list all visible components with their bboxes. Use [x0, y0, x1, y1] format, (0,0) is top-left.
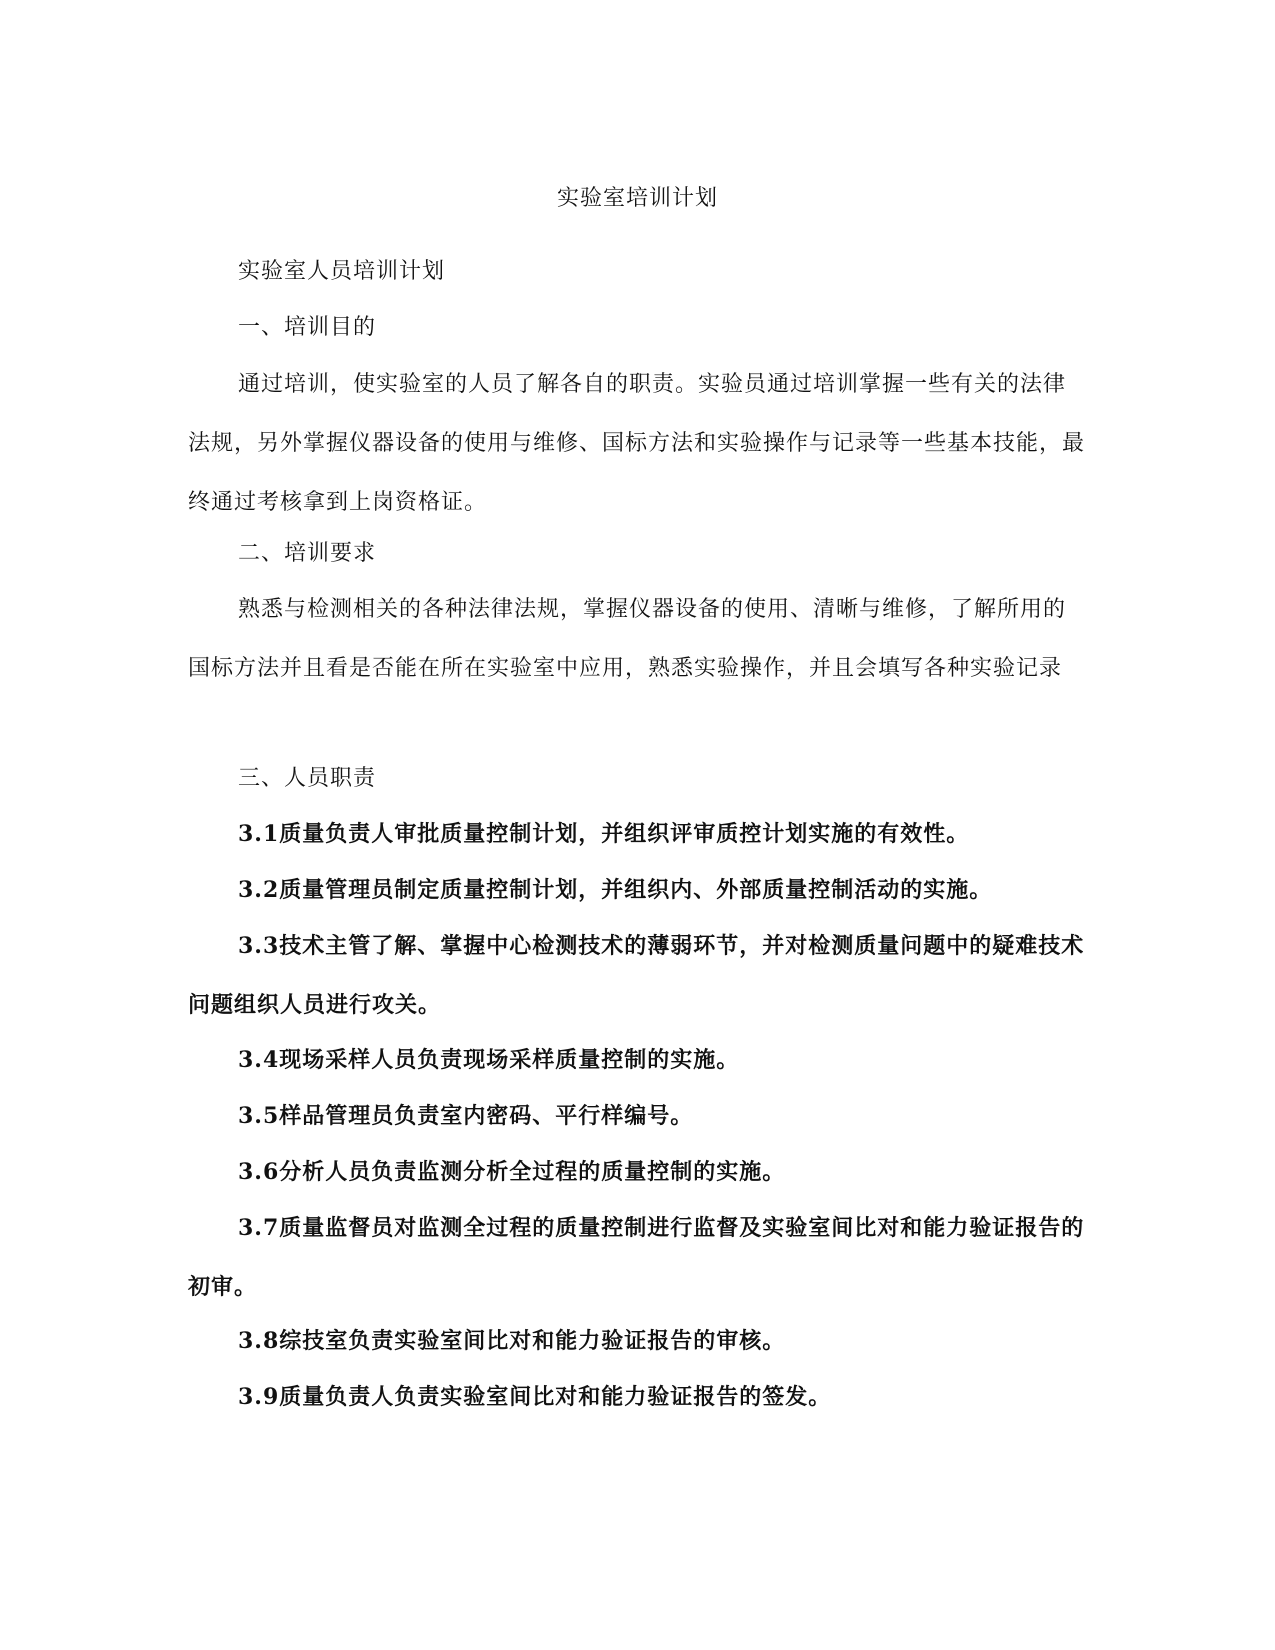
- duty-item: 3.7质量监督员对监测全过程的质量控制进行监督及实验室间比对和能力验证报告的初审。: [188, 1215, 1085, 1300]
- duty-item: 3.8综技室负责实验室间比对和能力验证报告的审核。: [238, 1328, 786, 1354]
- duty-item: 3.2质量管理员制定质量控制计划，并组织内、外部质量控制活动的实施。: [238, 877, 993, 903]
- section-heading-duties: 三、人员职责: [238, 766, 377, 791]
- duty-item: 3.9质量负责人负责实验室间比对和能力验证报告的签发。: [238, 1384, 832, 1410]
- subtitle-paragraph: 实验室人员培训计划: [238, 259, 446, 284]
- duty-item: 3.3技术主管了解、掌握中心检测技术的薄弱环节，并对检测质量问题中的疑难技术问题组织人员进行攻关。: [188, 933, 1085, 1018]
- section-heading-requirements: 二、培训要求: [238, 541, 377, 566]
- duty-item: 3.6分析人员负责监测分析全过程的质量控制的实施。: [238, 1159, 786, 1185]
- duty-item: 3.4现场采样人员负责现场采样质量控制的实施。: [238, 1047, 740, 1073]
- document-title: 实验室培训计划: [556, 186, 718, 211]
- duty-item: 3.5样品管理员负责室内密码、平行样编号。: [238, 1103, 694, 1129]
- section-heading-purpose: 一、培训目的: [238, 315, 377, 340]
- requirements-paragraph: 熟悉与检测相关的各种法律法规，掌握仪器设备的使用、清晰与维修，了解所用的国标方法并且看是否能在所在实验室中应用，熟悉实验操作，并且会填写各种实验记录: [188, 597, 1067, 681]
- purpose-paragraph: 通过培训，使实验室的人员了解各自的职责。实验员通过培训掌握一些有关的法律法规，另外掌握仪器设备的使用与维修、国标方法和实验操作与记录等一些基本技能，最终通过考核拿到上岗资格证。: [188, 372, 1086, 515]
- duty-item: 3.1质量负责人审批质量控制计划，并组织评审质控计划实施的有效性。: [238, 821, 970, 847]
